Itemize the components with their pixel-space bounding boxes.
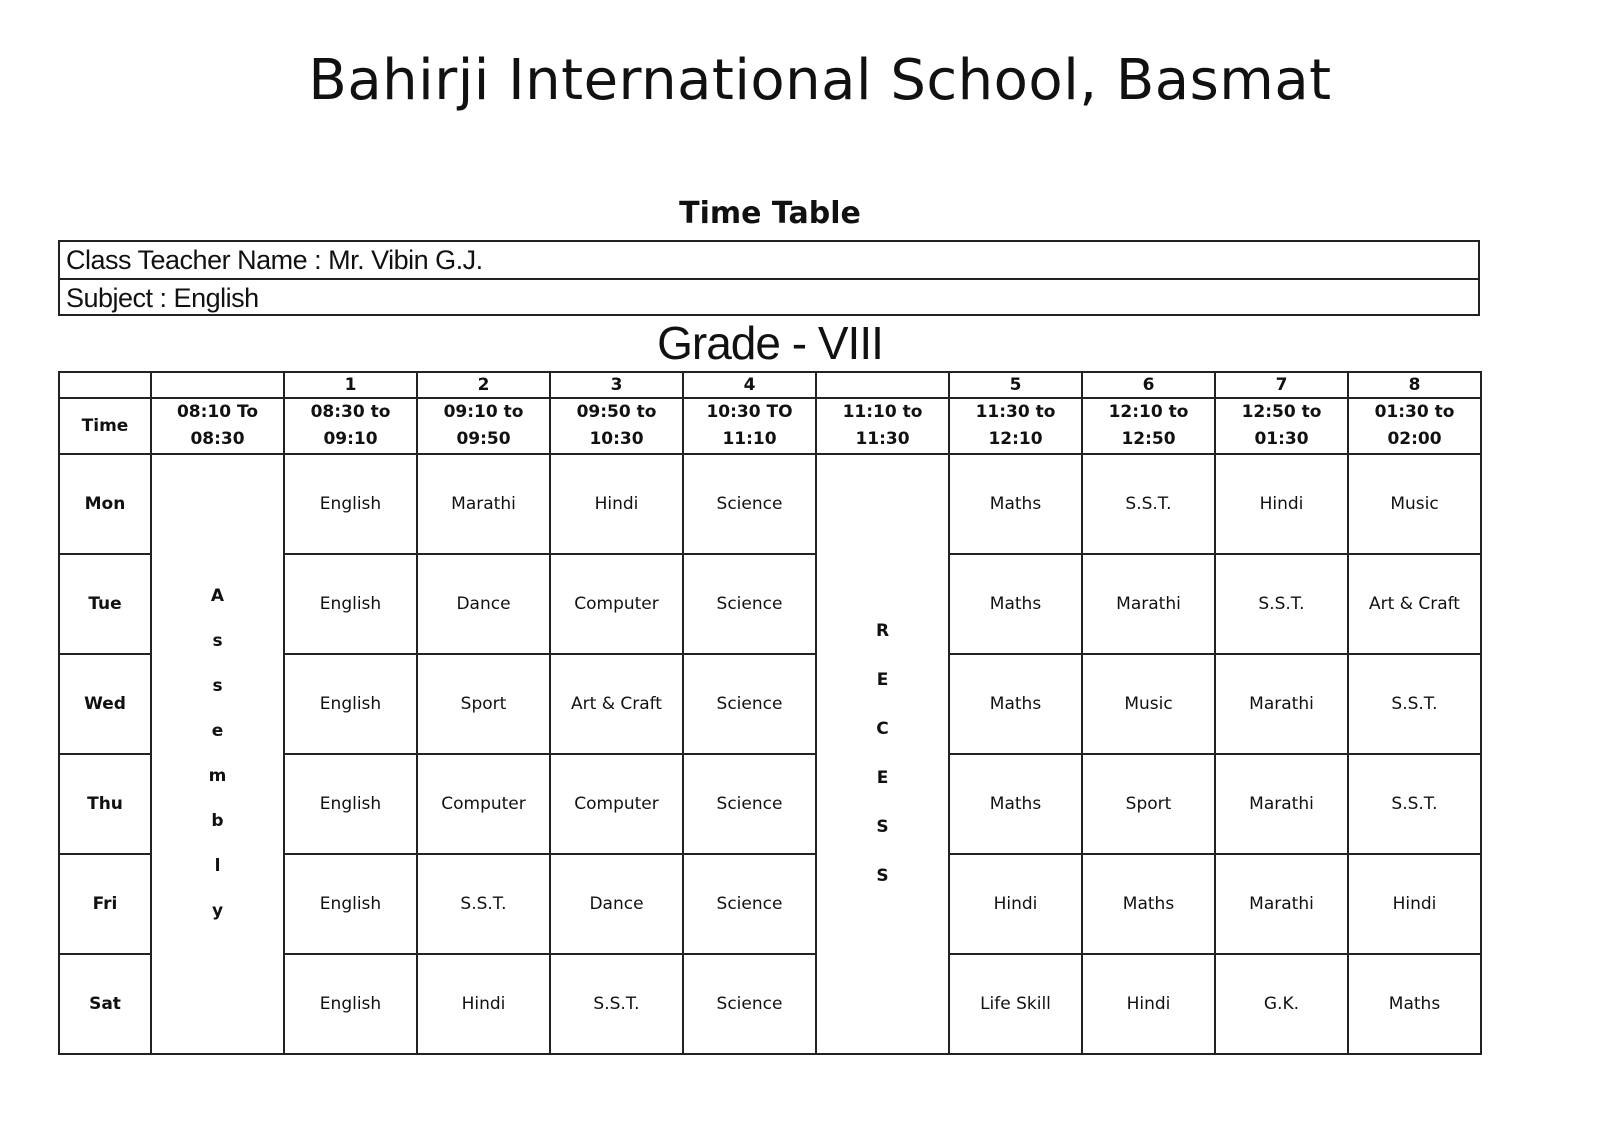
subject-cell: Maths [1082, 854, 1215, 954]
period-number: 5 [949, 372, 1082, 398]
recess-letter: E [876, 768, 889, 788]
period-time-start: 12:10 to [1108, 402, 1189, 422]
period-time [417, 398, 550, 454]
table-row [59, 454, 1481, 554]
subject-cell: S.S.T. [417, 854, 550, 954]
period-number-blank [59, 372, 151, 398]
day-label: Tue [59, 554, 151, 654]
subject-cell: Science [683, 654, 816, 754]
recess-column [816, 454, 949, 1054]
subject-cell: Hindi [417, 954, 550, 1054]
period-time-end: 12:50 [1121, 429, 1176, 449]
period-time-start: 09:50 to [576, 402, 657, 422]
class-teacher-line: Class Teacher Name : Mr. Vibin G.J. [66, 245, 483, 275]
day-label: Fri [59, 854, 151, 954]
day-label: Wed [59, 654, 151, 754]
period-time-end: 02:00 [1387, 429, 1442, 449]
subject-cell: English [284, 654, 417, 754]
subject-cell: English [284, 854, 417, 954]
subject-cell: Hindi [1348, 854, 1481, 954]
subject-cell: Marathi [1215, 854, 1348, 954]
subject-cell: Music [1082, 654, 1215, 754]
subject-cell: Science [683, 454, 816, 554]
subject-cell: Marathi [417, 454, 550, 554]
period-time [1348, 398, 1481, 454]
period-time-start: 09:10 to [443, 402, 524, 422]
subject-cell: Computer [417, 754, 550, 854]
period-time-end: 09:10 [323, 429, 378, 449]
subject-cell: Computer [550, 554, 683, 654]
subject-cell: Dance [550, 854, 683, 954]
assembly-letter: s [212, 676, 223, 696]
subject-cell: Hindi [1215, 454, 1348, 554]
period-time-end: 09:50 [456, 429, 511, 449]
subject-cell: Art & Craft [550, 654, 683, 754]
subject-cell: Marathi [1215, 654, 1348, 754]
period-number: 6 [1082, 372, 1215, 398]
recess-letter: S [876, 817, 889, 837]
period-time [550, 398, 683, 454]
timetable-title: Time Table [679, 196, 861, 231]
period-number: 4 [683, 372, 816, 398]
subject-cell: S.S.T. [1215, 554, 1348, 654]
assembly-letter: A [210, 586, 225, 606]
period-time-start: 11:30 to [975, 402, 1056, 422]
subject-cell: Life Skill [949, 954, 1082, 1054]
period-time [683, 398, 816, 454]
subject-cell: English [284, 454, 417, 554]
period-number: 3 [550, 372, 683, 398]
subject-cell: S.S.T. [1348, 754, 1481, 854]
period-time-start: 01:30 to [1374, 402, 1455, 422]
assembly-time-start: 08:10 To [176, 402, 259, 422]
period-number-blank [151, 372, 284, 398]
assembly-time-end: 08:30 [190, 429, 245, 449]
subject-cell: Science [683, 554, 816, 654]
subject-cell: Music [1348, 454, 1481, 554]
subject-cell: Science [683, 754, 816, 854]
subject-cell: Science [683, 854, 816, 954]
assembly-time [151, 398, 284, 454]
subject-cell: Maths [949, 454, 1082, 554]
period-time-end: 12:10 [988, 429, 1043, 449]
school-name: Bahirji International School, Basmat [308, 48, 1332, 113]
assembly-letter: y [211, 901, 224, 921]
subject-cell: English [284, 954, 417, 1054]
period-time-start: 12:50 to [1241, 402, 1322, 422]
period-time-start: 10:30 TO [706, 402, 793, 422]
subject-cell: Maths [949, 754, 1082, 854]
teacher-info-box [58, 240, 1480, 316]
period-number: 1 [284, 372, 417, 398]
recess-time [816, 398, 949, 454]
subject-cell: Marathi [1215, 754, 1348, 854]
subject-cell: S.S.T. [550, 954, 683, 1054]
recess-letter: R [875, 621, 890, 641]
subject-cell: Sport [417, 654, 550, 754]
subject-cell: Dance [417, 554, 550, 654]
period-time-row [59, 398, 1481, 454]
period-time [1215, 398, 1348, 454]
period-time [1082, 398, 1215, 454]
assembly-letter: m [208, 766, 227, 786]
grade-title: Grade - VIII [657, 317, 883, 369]
recess-time-start: 11:10 to [842, 402, 923, 422]
period-time-end: 01:30 [1254, 429, 1309, 449]
subject-cell: Maths [949, 554, 1082, 654]
period-number-row [59, 372, 1481, 398]
subject-cell: S.S.T. [1348, 654, 1481, 754]
subject-cell: Hindi [1082, 954, 1215, 1054]
recess-letter: C [876, 719, 889, 739]
timetable-grid [58, 371, 1482, 1055]
subject-cell: Maths [949, 654, 1082, 754]
period-number: 7 [1215, 372, 1348, 398]
period-number: 8 [1348, 372, 1481, 398]
time-label: Time [59, 398, 151, 454]
period-number-blank [816, 372, 949, 398]
subject-cell: Maths [1348, 954, 1481, 1054]
period-number: 2 [417, 372, 550, 398]
recess-letter: E [876, 670, 889, 690]
subject-cell: Computer [550, 754, 683, 854]
subject-cell: Hindi [550, 454, 683, 554]
subject-cell: G.K. [1215, 954, 1348, 1054]
period-time [284, 398, 417, 454]
recess-letter: S [876, 866, 889, 886]
subject-cell: English [284, 554, 417, 654]
period-time-end: 10:30 [589, 429, 644, 449]
assembly-letter: e [211, 721, 224, 741]
assembly-column [151, 454, 284, 1054]
subject-cell: Marathi [1082, 554, 1215, 654]
period-time [949, 398, 1082, 454]
assembly-letter: b [211, 811, 224, 831]
subject-line: Subject : English [60, 278, 1478, 314]
subject-cell: S.S.T. [1082, 454, 1215, 554]
subject-cell: Science [683, 954, 816, 1054]
assembly-letter: s [212, 631, 223, 651]
subject-cell: English [284, 754, 417, 854]
assembly-letter: l [214, 856, 221, 876]
day-label: Sat [59, 954, 151, 1054]
period-time-end: 11:10 [722, 429, 777, 449]
subject-cell: Sport [1082, 754, 1215, 854]
day-label: Thu [59, 754, 151, 854]
day-label: Mon [59, 454, 151, 554]
period-time-start: 08:30 to [310, 402, 391, 422]
recess-time-end: 11:30 [855, 429, 910, 449]
subject-cell: Art & Craft [1348, 554, 1481, 654]
subject-cell: Hindi [949, 854, 1082, 954]
